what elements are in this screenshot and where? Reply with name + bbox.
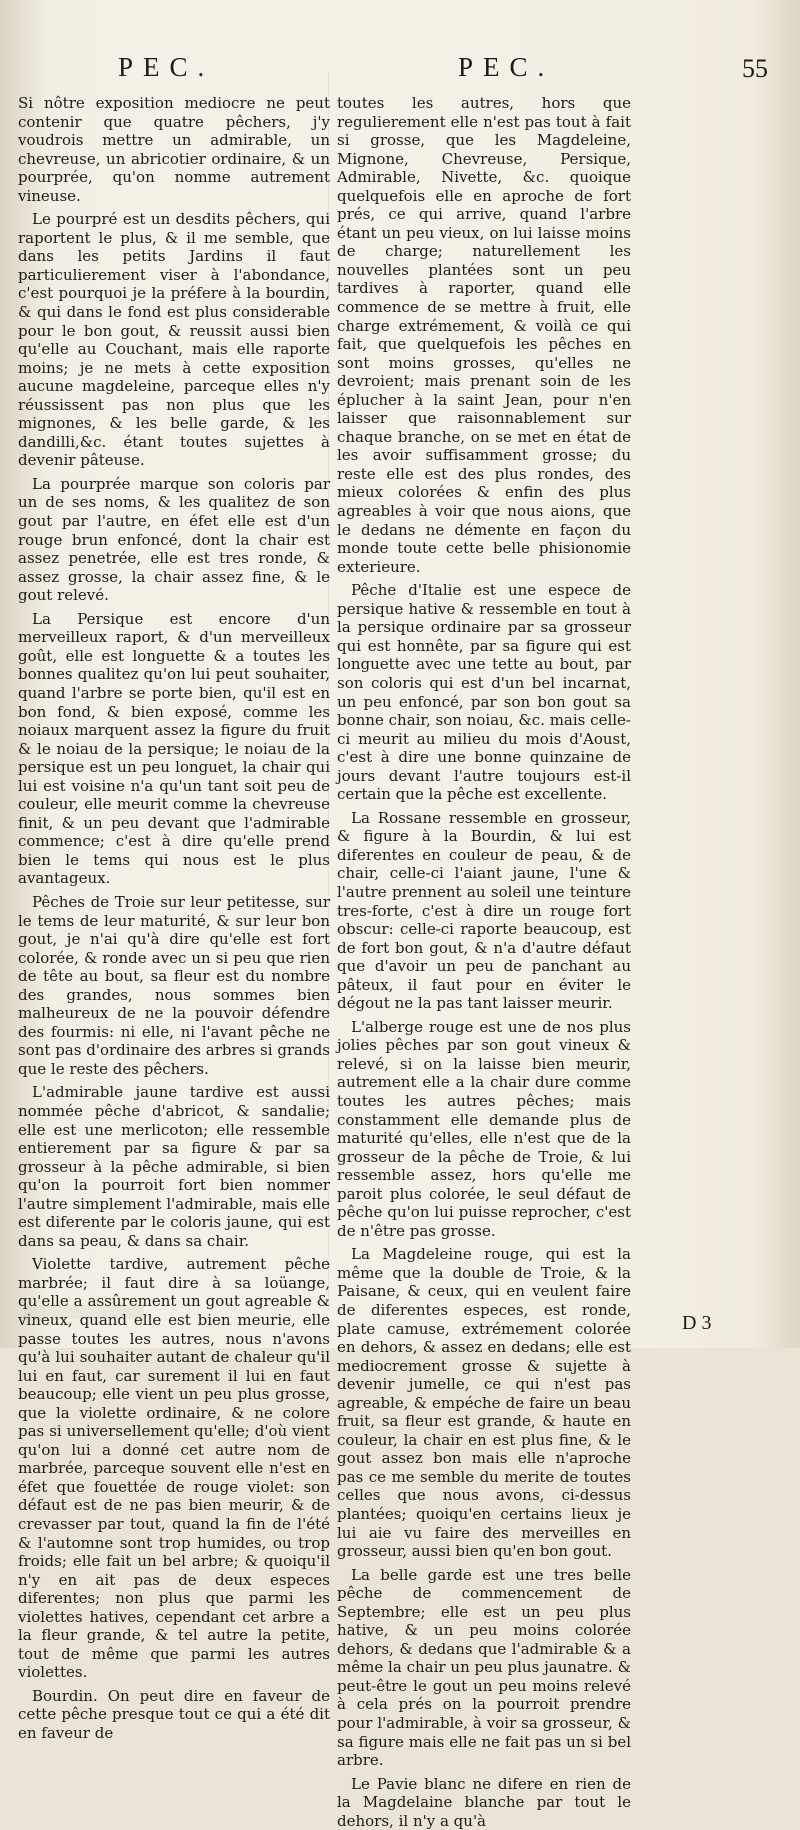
paragraph: Pêches de Troie sur leur petitesse, sur le tems de leur maturité, & sur leur bon gout, je n'ai qu'à dire qu'elle est fort colorée, & ronde avec un si peu que rien de tête au bout, sa fleur est du nombre des grandes, nous sommes bien malheureux de ne la pouvoir défendre des fourmis: ni elle, ni l'avant pêche ne sont pas d'ordinaire des arbres si grands que le reste des pêchers. <box>18 892 330 1078</box>
page-number: 55 <box>742 54 768 83</box>
right-column <box>337 94 631 1830</box>
header-right-title: PEC. <box>458 52 555 82</box>
header-left-title: PEC. <box>118 52 215 82</box>
paragraph: Bourdin. On peut dire en faveur de cette pêche presque tout ce qui a été dit en faveur de <box>18 1686 330 1743</box>
paragraph: Le Pavie blanc ne difere en rien de la Magdelaine blanche par tout le dehors, il n'y a qu'à <box>337 1774 631 1830</box>
paragraph: Le pourpré est un desdits pêchers, qui raportent le plus, & il me semble, que dans les petits Jardins il faut particulierement viser à l'abondance, c'est pourquoi je la préfere à la bourdin, & qui dans le fond est plus considerable pour le bon gout, & reussit aussi bien qu'elle au Couchant, mais elle raporte moins; je ne mets à cette exposition aucune magdeleine, parceque elles n'y réussissent pas non plus que les mignones, & les belle garde, & les dandilli,&c. étant toutes sujettes à devenir pâteuse. <box>18 210 330 470</box>
running-header <box>0 52 800 88</box>
paragraph: toutes les autres, hors que regulierement elle n'est pas tout à fait si grosse, que les Magdeleine, Mignone, Chevreuse, Persique, Admirable, Nivette, &c. quoique quelquefois elle en aproche de fort prés, ce qui arrive, quand l'arbre étant un peu vieux, on lui laisse moins de charge; naturellement les nouvelles plantées sont un peu tardives à raporter, quand elle commence de se mettre à fruit, elle charge extrémement, & voilà ce qui fait, que quelquefois les pêches en sont moins grosses, qu'elles ne devroient; mais prenant soin de les éplucher à la saint Jean, pour n'en laisser que raisonnablement sur chaque branche, on se met en état de les avoir suffisamment grosse; du reste elle est des plus rondes, des mieux colorées & enfin des plus agreables à voir que nous aions, que le dedans ne démente en façon du monde toute cette belle phisionomie exterieure. <box>337 94 631 576</box>
paragraph: La pourprée marque son coloris par un de ses noms, & les qualitez de son gout par l'autre, en éfet elle est d'un rouge brun enfoncé, dont la chair est assez penetrée, elle est tres ronde, & assez grosse, la chair assez fine, & le gout relevé. <box>18 474 330 605</box>
ink-bleed-through <box>24 1305 144 1319</box>
paragraph: Si nôtre exposition mediocre ne peut contenir que quatre pêchers, j'y voudrois mettre un admirable, un chevreuse, un abricotier ordinaire, & un pourprée, qu'on nomme autrement vineuse. <box>18 94 330 205</box>
paragraph: Pêche d'Italie est une espece de persique hative & ressemble en tout à la persique ordinaire par sa grosseur qui est honnête, par sa figure qui est longuette avec une tette au bout, par son coloris qui est d'un bel incarnat, un peu enfoncé, par son bon gout sa bonne chair, son noiau, &c. mais celle-ci meurit au milieu du mois d'Aoust, c'est à dire une bonne quinzaine de jours devant l'autre toujours est-il certain que la pêche est excellente. <box>337 581 631 804</box>
paragraph: La Magdeleine rouge, qui est la même que la double de Troie, & la Paisane, & ceux, qui en veulent faire de diferentes especes, est ronde, plate camuse, extrémement colorée en dehors, & assez en dedans; elle est mediocrement grosse & sujette à devenir jumelle, ce qui n'est pas agreable, & empéche de faire un beau fruit, sa fleur est grande, & haute en couleur, la chair en est plus fine, & le gout assez bon mais elle n'aproche pas ce me semble du merite de toutes celles que nous avons, ci-dessus plantées; quoiqu'en certains lieux je lui aie vu faire des merveilles en grosseur, aussi bien qu'en bon gout. <box>337 1245 631 1561</box>
left-column <box>18 94 330 1743</box>
signature-mark: D 3 <box>682 1312 712 1334</box>
paragraph: L'alberge rouge est une de nos plus jolies pêches par son gout vineux & relevé, si on la laisse bien meurir, autrement elle a la chair dure comme toutes les autres pêches; mais constamment elle demande plus de maturité qu'elles, elle n'est que de la grosseur de la pêche de Troie, & lui ressemble assez, hors qu'elle me paroit plus colorée, le seul défaut de pêche qu'on lui puisse reprocher, c'est de n'être pas grosse. <box>337 1017 631 1240</box>
paragraph: La Persique est encore d'un merveilleux raport, & d'un merveilleux goût, elle est longuette & a toutes les bonnes qualitez qu'on lui peut souhaiter, quand l'arbre se porte bien, qu'il est en bon fond, & bien exposé, comme les noiaux marquent assez la figure du fruit & le noiau de la persique; le noiau de la persique est un peu longuet, la chair qui lui est voisine n'a qu'un tant soit peu de couleur, elle meurit comme la chevreuse finit, & un peu devant que l'admirable commence; c'est à dire qu'elle prend bien le tems qui nous est le plus avantageux. <box>18 609 330 888</box>
paragraph: Violette tardive, autrement pêche marbrée; il faut dire à sa loüange, qu'elle a assûrement un gout agreable & vineux, quand elle est bien meurie, elle passe toutes les autres, nous n'avons qu'à lui souhaiter autant de chaleur qu'il lui en faut, car surement il lui en faut beaucoup; elle vient un peu plus grosse, que la violette ordinaire, & ne colore pas si universellement qu'elle; d'où vient qu'on lui a donné cet autre nom de marbrée, parceque souvent elle n'est en éfet que fouettée de rouge violet: son défaut est de ne pas bien meurir, & de crevasser par tout, quand la fin de l'été & l'automne sont trop humides, ou trop froids; elle fait un bel arbre; & quoiqu'il n'y en ait pas de deux especes diferentes; non plus que parmi les violettes hatives, cependant cet arbre a la fleur grande, & tel autre la petite, tout de même que parmi les autres violettes. <box>18 1255 330 1682</box>
paragraph: La belle garde est une tres belle pêche de commencement de Septembre; elle est un peu plus hative, & un peu moins colorée dehors, & dedans que l'admirable & a même la chair un peu plus jaunatre. & peut-être le gout un peu moins relevé à cela prés on la pourroit prendre pour l'admirable, à voir sa grosseur, & sa figure mais elle ne fait pas un si bel arbre. <box>337 1565 631 1770</box>
paragraph: La Rossane ressemble en grosseur, & figure à la Bourdin, & lui est diferentes en couleur de peau, & de chair, celle-ci l'aiant jaune, l'une & l'autre prennent au soleil une teinture tres-forte, c'est à dire un rouge fort obscur: celle-ci raporte beaucoup, est de fort bon gout, & n'a d'autre défaut que d'avoir un peu de panchant au pâteux, il faut pour en éviter le dégout ne la pas tant laisser meurir. <box>337 808 631 1013</box>
paragraph: L'admirable jaune tardive est aussi nommée pêche d'abricot, & sandalie; elle est une merlicoton; elle ressemble entierement par sa figure & par sa grosseur à la pêche admirable, si bien qu'on la pourroit fort bien nommer l'autre simplement l'admirable, mais elle est diferente par le coloris jaune, qui est dans sa peau, & dans sa chair. <box>18 1083 330 1250</box>
